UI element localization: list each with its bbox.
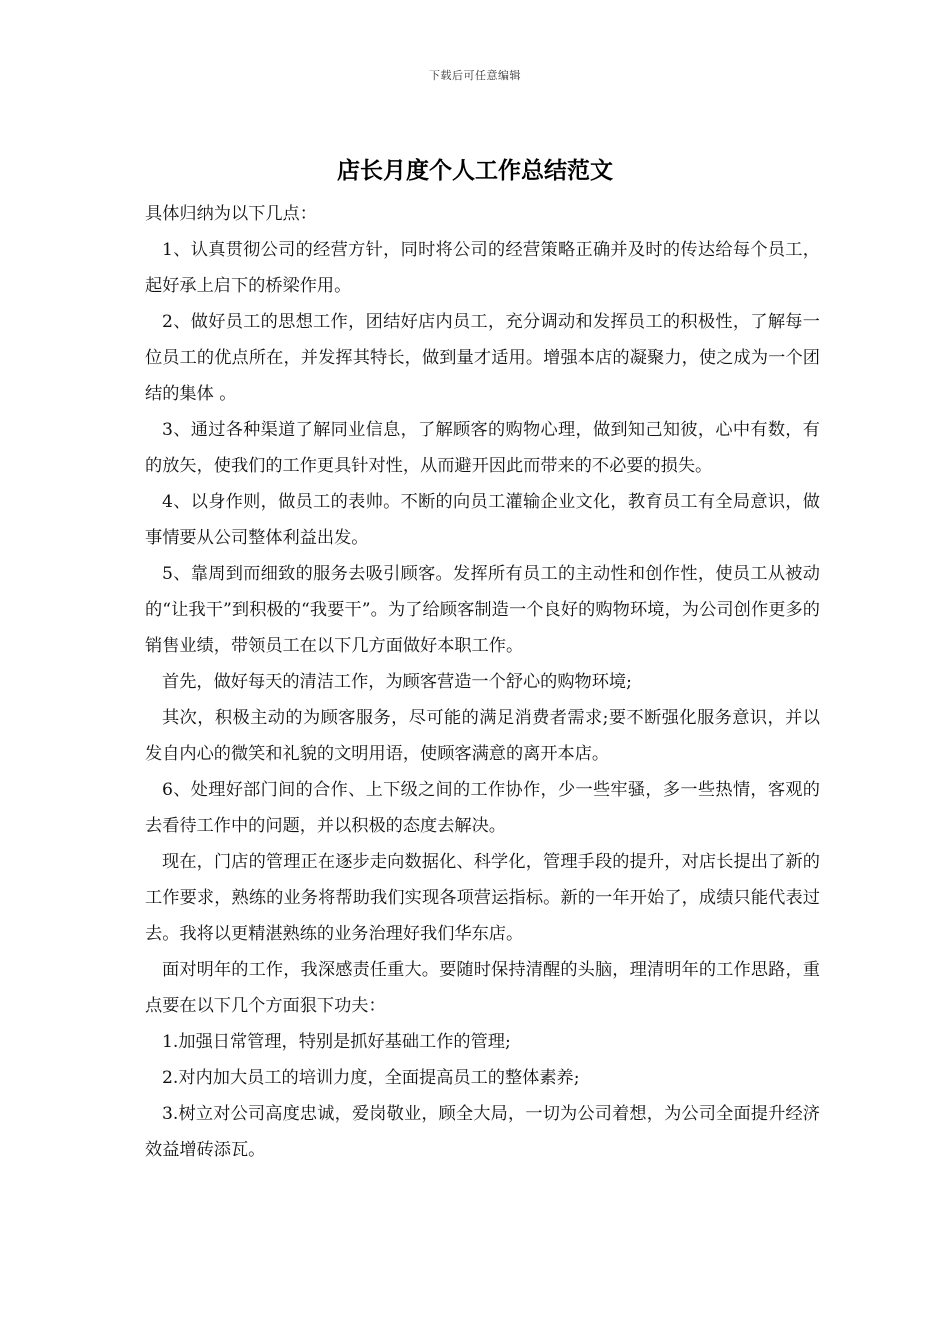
- second-step-paragraph: 其次，积极主动的为顾客服务，尽可能的满足消费者需求;要不断强化服务意识，并以发自内心的微笑和礼貌的文明用语，使顾客满意的离开本店。: [145, 708, 820, 764]
- intro-paragraph: 具体归纳为以下几点：: [145, 204, 317, 224]
- plan-item-3: 3.树立对公司高度忠诚，爱岗敬业，顾全大局，一切为公司着想，为公司全面提升经济效益增砖添瓦。: [145, 1104, 820, 1160]
- header-note: 下载后可任意编辑: [429, 69, 521, 82]
- point-1-paragraph: 1、认真贯彻公司的经营方针，同时将公司的经营策略正确并及时的传达给每个员工，起好承上启下的桥梁作用。: [145, 240, 820, 296]
- point-2-paragraph: 2、做好员工的思想工作，团结好店内员工，充分调动和发挥员工的积极性，了解每一位员工的优点所在，并发挥其特长，做到量才适用。增强本店的凝聚力，使之成为一个团结的集体 。: [145, 312, 820, 404]
- point-5-paragraph: 5、靠周到而细致的服务去吸引顾客。发挥所有员工的主动性和创作性，使员工从被动的“让我干”到积极的“我要干”。为了给顾客制造一个良好的购物环境，为公司创作更多的销售业绩，带领员工在以下几方面做好本职工作。: [145, 564, 820, 656]
- point-6-paragraph: 6、处理好部门间的合作、上下级之间的工作协作，少一些牢骚，多一些热情，客观的去看待工作中的问题，并以积极的态度去解决。: [145, 780, 820, 836]
- first-step-paragraph: 首先，做好每天的清洁工作，为顾客营造一个舒心的购物环境;: [162, 672, 632, 692]
- point-3-paragraph: 3、通过各种渠道了解同业信息，了解顾客的购物心理，做到知己知彼，心中有数，有的放矢，使我们的工作更具针对性，从而避开因此而带来的不必要的损失。: [145, 420, 820, 476]
- next-year-paragraph: 面对明年的工作，我深感责任重大。要随时保持清醒的头脑，理清明年的工作思路，重点要在以下几个方面狠下功夫：: [145, 960, 820, 1016]
- current-status-paragraph: 现在，门店的管理正在逐步走向数据化、科学化，管理手段的提升，对店长提出了新的工作要求，熟练的业务将帮助我们实现各项营运指标。新的一年开始了，成绩只能代表过去。我将以更精湛熟练的业务治理好我们华东店。: [145, 852, 820, 944]
- document-body: [145, 196, 820, 1168]
- document-title: 店长月度个人工作总结范文: [337, 157, 613, 184]
- point-4-paragraph: 4、以身作则，做员工的表帅。不断的向员工灌输企业文化，教育员工有全局意识，做事情要从公司整体利益出发。: [145, 492, 820, 548]
- plan-item-1: 1.加强日常管理，特别是抓好基础工作的管理;: [162, 1032, 511, 1052]
- plan-item-2: 2.对内加大员工的培训力度，全面提高员工的整体素养;: [162, 1068, 580, 1088]
